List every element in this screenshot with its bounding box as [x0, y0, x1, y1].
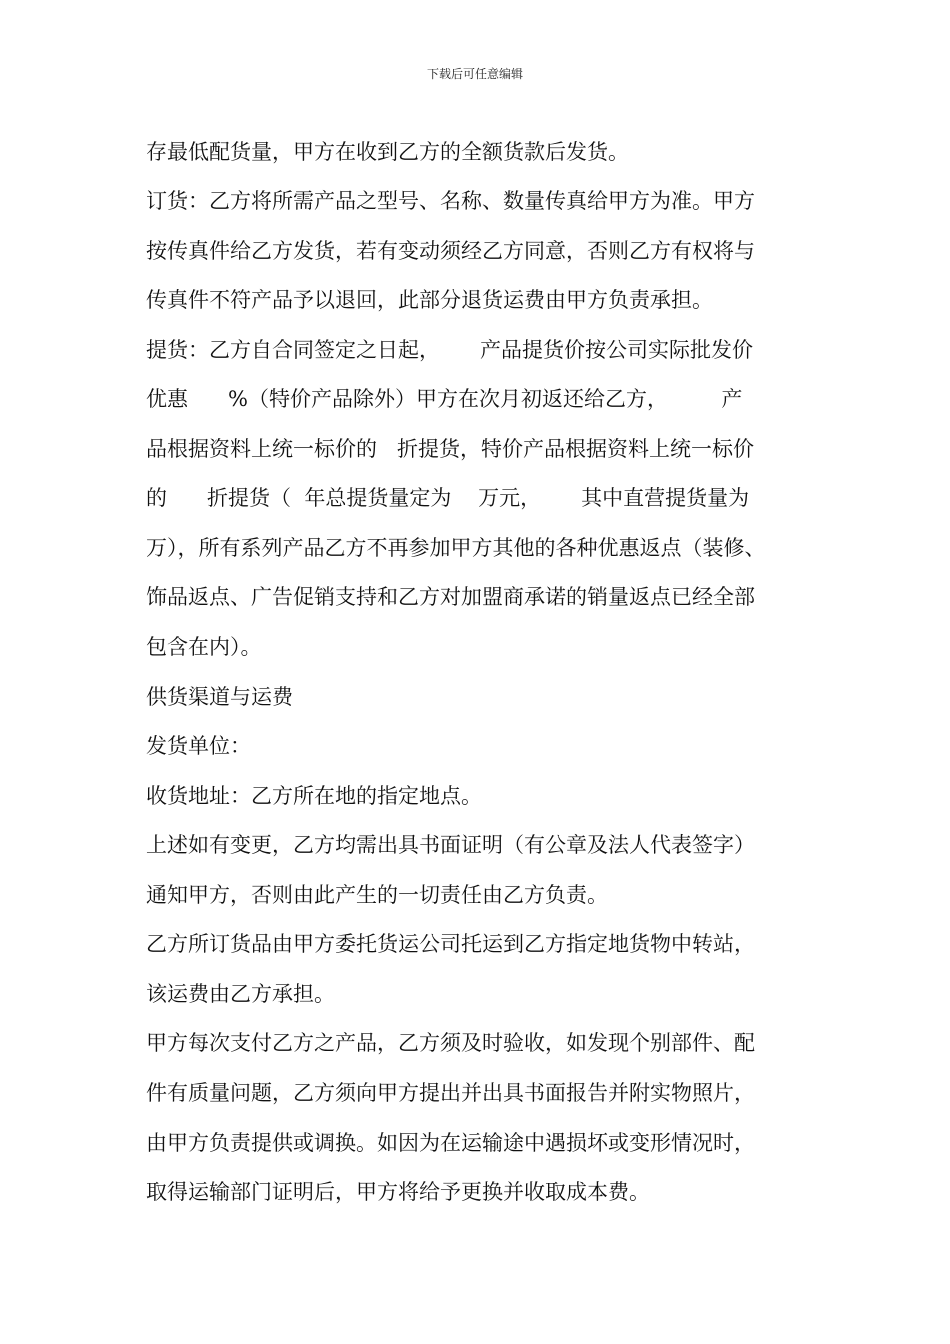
section-heading: 供货渠道与运费: [146, 685, 293, 709]
paragraph-line: 品根据资料上统一标价的 折提货，特价产品根据资料上统一标价: [146, 437, 755, 461]
paragraph-line: 发货单位：: [146, 734, 251, 758]
paragraph-line: 通知甲方，否则由此产生的一切责任由乙方负责。: [146, 883, 608, 907]
paragraph-line: 优惠 %（特价产品除外）甲方在次月初返还给乙方， 产: [146, 387, 743, 411]
paragraph-line: 按传真件给乙方发货，若有变动须经乙方同意，否则乙方有权将与: [146, 239, 755, 263]
paragraph-line: 饰品返点、广告促销支持和乙方对加盟商承诺的销量返点已经全部: [146, 585, 755, 609]
paragraph-line: 取得运输部门证明后，甲方将给予更换并收取成本费。: [146, 1180, 650, 1204]
paragraph-line: 传真件不符产品予以退回，此部分退货运费由甲方负责承担。: [146, 288, 713, 312]
paragraph-line: 包含在内）。: [146, 635, 262, 659]
paragraph-line: 提货：乙方自合同签定之日起， 产品提货价按公司实际批发价: [146, 338, 754, 362]
paragraph-line: 上述如有变更，乙方均需出具书面证明（有公章及法人代表签字）: [146, 833, 755, 857]
paragraph-line: 订货：乙方将所需产品之型号、名称、数量传真给甲方为准。甲方: [146, 189, 755, 213]
paragraph-line: 乙方所订货品由甲方委托货运公司托运到乙方指定地货物中转站，: [146, 932, 755, 956]
paragraph-line: 万），所有系列产品乙方不再参加甲方其他的各种优惠返点（装修、: [146, 536, 766, 560]
paragraph-line: 存最低配货量，甲方在收到乙方的全额货款后发货。: [146, 140, 629, 164]
paragraph-line: 收货地址：乙方所在地的指定地点。: [146, 784, 482, 808]
paragraph-line: 甲方每次支付乙方之产品，乙方须及时验收，如发现个别部件、配: [146, 1031, 755, 1055]
paragraph-line: 的 折提货（ 年总提货量定为 万元， 其中直营提货量为: [146, 486, 750, 510]
paragraph-line: 该运费由乙方承担。: [146, 982, 335, 1006]
paragraph-line: 由甲方负责提供或调换。如因为在运输途中遇损坏或变形情况时，: [146, 1131, 755, 1155]
page-header: 下载后可任意编辑: [426, 67, 523, 81]
paragraph-line: 件有质量问题，乙方须向甲方提出并出具书面报告并附实物照片，: [146, 1081, 755, 1105]
